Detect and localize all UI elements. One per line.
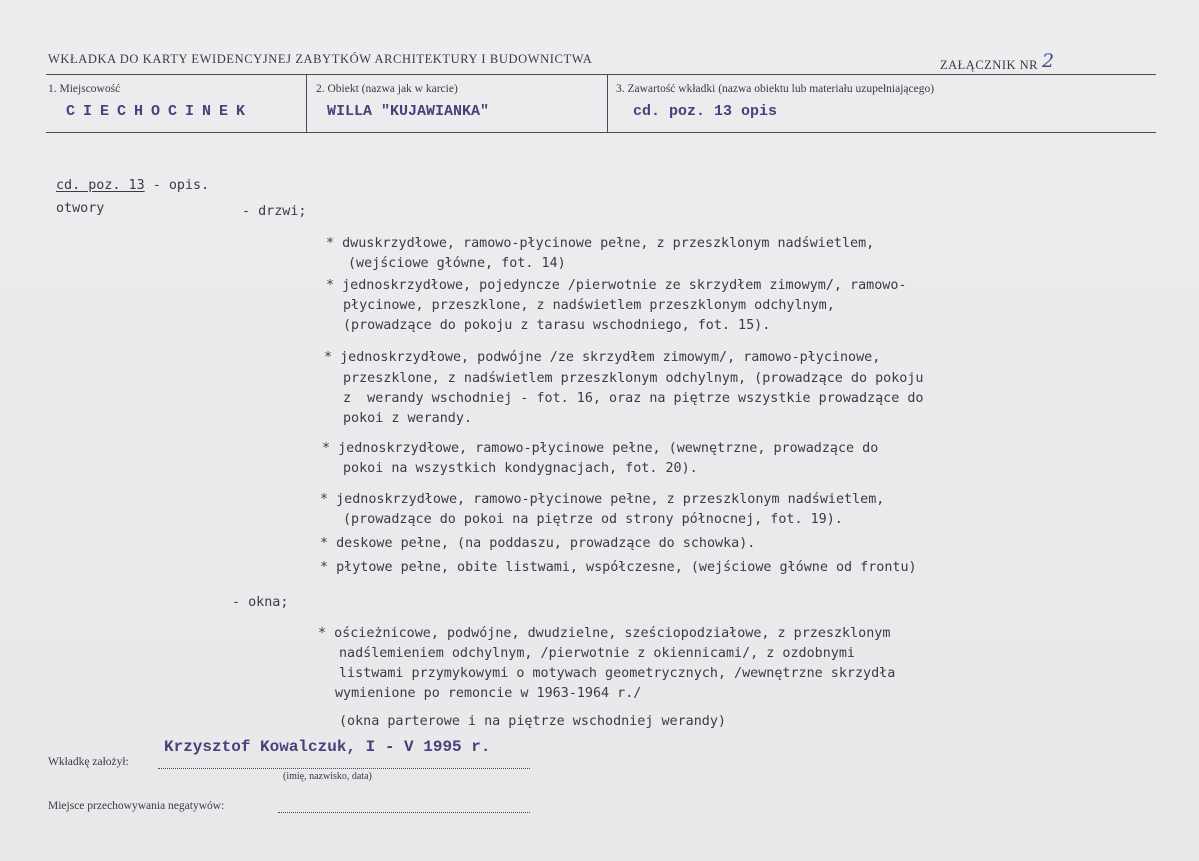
doors-line: pokoi na wszystkich kondygnacjach, fot. 20). [343,461,698,476]
section-heading: otwory [56,201,105,216]
annex-label-text: ZAŁĄCZNIK NR [940,58,1039,72]
doors-line: * jednoskrzydłowe, ramowo-płycinowe pełne, z przeszklonym nadświetlem, [320,492,885,507]
windows-heading: - okna; [232,595,289,610]
annex-number: 2 [1042,50,1055,72]
doors-line: * płytowe pełne, obite listwami, współczesne, (wejściowe główne od frontu) [320,560,917,575]
founded-value: Krzysztof Kowalczuk, I - V 1995 r. [164,738,491,756]
founded-sublabel: (imię, nazwisko, data) [283,771,372,782]
windows-line: nadślemieniem odchylnym, /pierwotnie z okiennicami/, z ozdobnymi [339,646,855,661]
windows-line: wymienione po remoncie w 1963-1964 r./ [335,686,642,701]
doors-line: z werandy wschodniej - fot. 16, oraz na piętrze wszystkie prowadzące do [343,391,924,406]
header-top-rule [46,74,1156,75]
annex-label [940,52,1055,74]
doors-heading: - drzwi; [242,204,307,219]
field-divider-2 [607,74,608,132]
windows-line: listwami przymykowymi o motywach geometrycznych, /wewnętrzne skrzydła [339,666,896,681]
doors-line: pokoi z werandy. [343,411,472,426]
founded-label: Wkładkę założył: [48,756,129,768]
field-divider-1 [306,74,307,132]
doors-line: * jednoskrzydłowe, ramowo-płycinowe pełne, (wewnętrzne, prowadzące do [322,441,879,456]
object-label: 2. Obiekt (nazwa jak w karcie) [316,83,458,95]
reference-suffix: - opis. [144,178,210,193]
doors-line: * jednoskrzydłowe, podwójne /ze skrzydłem zimowym/, ramowo-płycinowe, [324,350,881,365]
doors-line: (wejściowe główne, fot. 14) [348,256,566,271]
contents-label: 3. Zawartość wkładki (nazwa obiektu lub materiału uzupełniającego) [616,83,935,95]
locality-label: 1. Miejscowość [48,83,121,95]
windows-line: * ościeżnicowe, podwójne, dwudzielne, sześciopodziałowe, z przeszklonym [318,626,891,641]
doors-line: * jednoskrzydłowe, pojedyncze /pierwotnie ze skrzydłem zimowym/, ramowo- [326,278,907,293]
reference-prefix: cd. poz. 13 [56,178,145,193]
header-bottom-rule [46,132,1156,133]
doors-line: * dwuskrzydłowe, ramowo-płycinowe pełne, z przeszklonym nadświetlem, [326,236,875,251]
locality-value: CIECHOCINEK [66,103,254,120]
doors-line: (prowadzące do pokoi na piętrze od strony północnej, fot. 19). [343,512,843,527]
negatives-dotted-line [278,812,530,813]
negatives-label: Miejsce przechowywania negatywów: [48,800,225,812]
contents-value: cd. poz. 13 opis [633,103,778,120]
doors-line: przeszklone, z nadświetlem przeszklonym odchylnym, (prowadzące do pokoju [343,371,924,386]
doors-line: płycinowe, przeszklone, z nadświetlem przeszklonym odchylnym, [343,298,835,313]
founded-dotted-line [158,768,530,769]
windows-line: (okna parterowe i na piętrze wschodniej werandy) [339,714,726,729]
reference-line [56,178,209,193]
form-title: WKŁADKA DO KARTY EWIDENCYJNEJ ZABYTKÓW ARCHITEKTURY I BUDOWNICTWA [48,52,593,66]
doors-line: * deskowe pełne, (na poddaszu, prowadzące do schowka). [320,536,756,551]
object-value: WILLA "KUJAWIANKA" [327,103,490,120]
doors-line: (prowadzące do pokoju z tarasu wschodniego, fot. 15). [343,318,771,333]
